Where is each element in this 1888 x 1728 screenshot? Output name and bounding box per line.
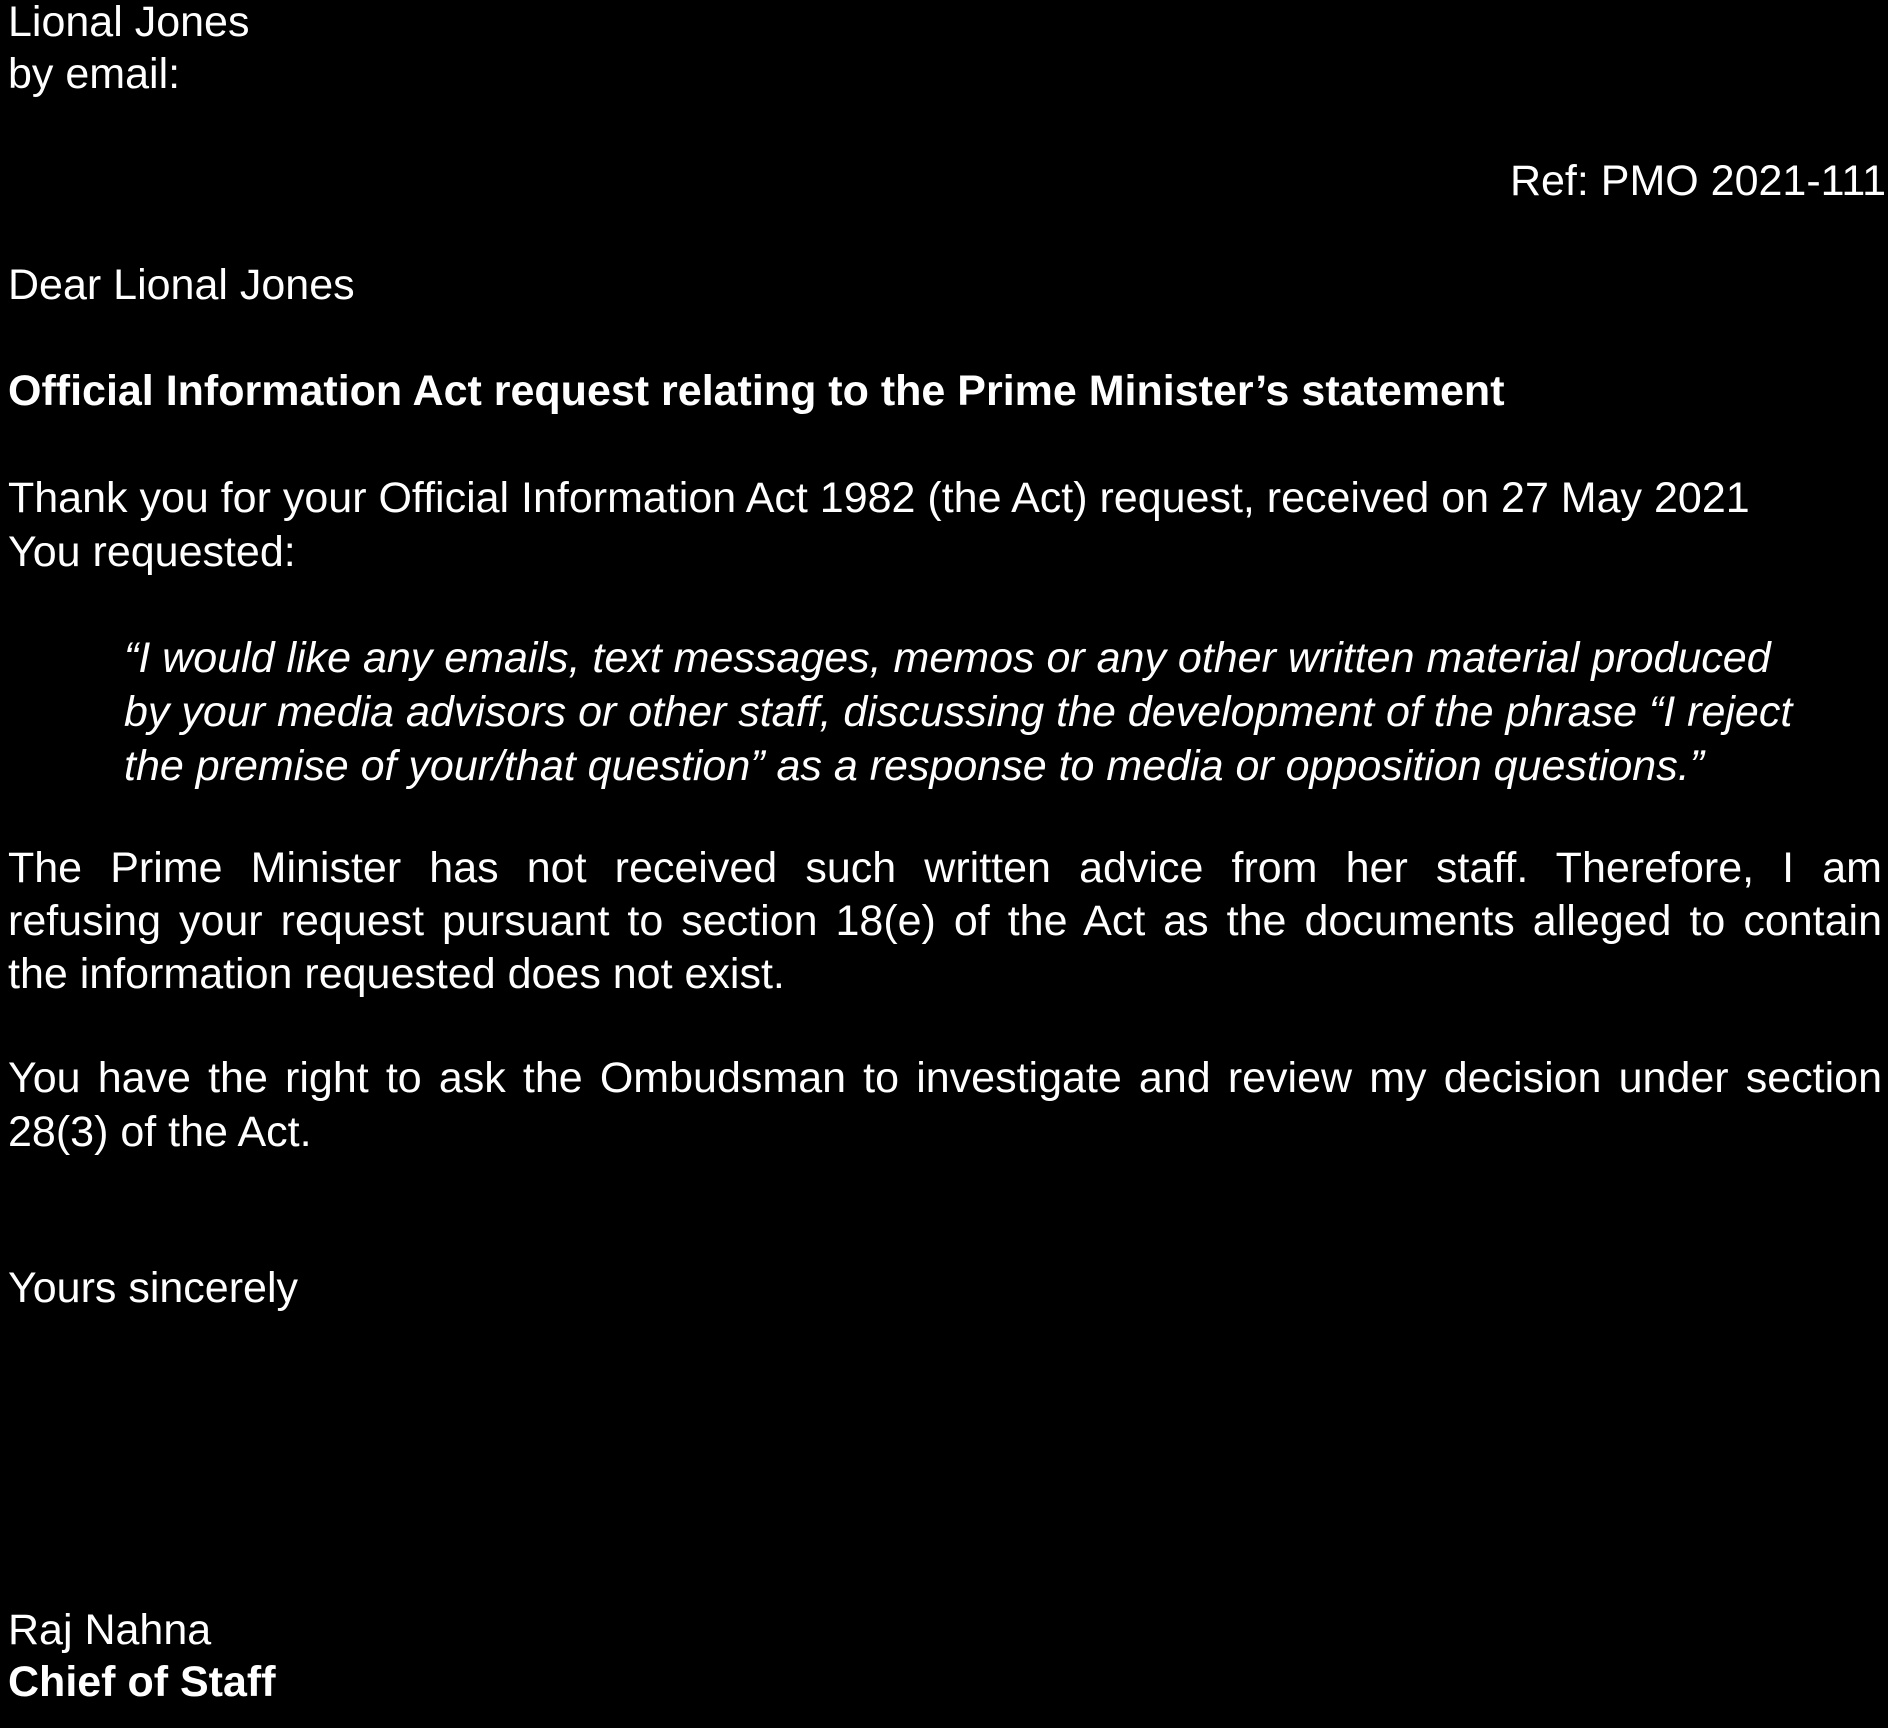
intro-line-2: You requested: — [8, 528, 296, 576]
closing: Yours sincerely — [8, 1264, 298, 1312]
quote-line-3: the premise of your/that question” as a response to media or opposition questions.” — [124, 742, 1704, 790]
review-line-2: 28(3) of the Act. — [8, 1108, 312, 1156]
signatory-name: Raj Nahna — [8, 1606, 212, 1654]
signatory-title: Chief of Staff — [8, 1658, 276, 1706]
review-line-1: You have the right to ask the Ombudsman to investigate and review my decision under section — [8, 1054, 1882, 1102]
recipient-delivery: by email: — [8, 50, 181, 98]
decision-line-1: The Prime Minister has not received such written advice from her staff. Therefore, I am — [8, 844, 1882, 892]
reference-number: Ref: PMO 2021-111 — [1509, 157, 1886, 205]
quote-line-1: “I would like any emails, text messages, memos or any other written material produced — [124, 634, 1771, 682]
decision-line-3: the information requested does not exist. — [8, 950, 785, 998]
subject-heading: Official Information Act request relating to the Prime Minister’s statement — [8, 367, 1505, 415]
recipient-name: Lional Jones — [8, 0, 250, 46]
quote-line-2: by your media advisors or other staff, discussing the development of the phrase “I reject — [124, 688, 1793, 736]
intro-line-1: Thank you for your Official Information Act 1982 (the Act) request, received on 27 May 2021 — [8, 474, 1750, 522]
salutation: Dear Lional Jones — [8, 261, 355, 309]
decision-line-2: refusing your request pursuant to section 18(e) of the Act as the documents alleged to contain — [8, 897, 1882, 945]
